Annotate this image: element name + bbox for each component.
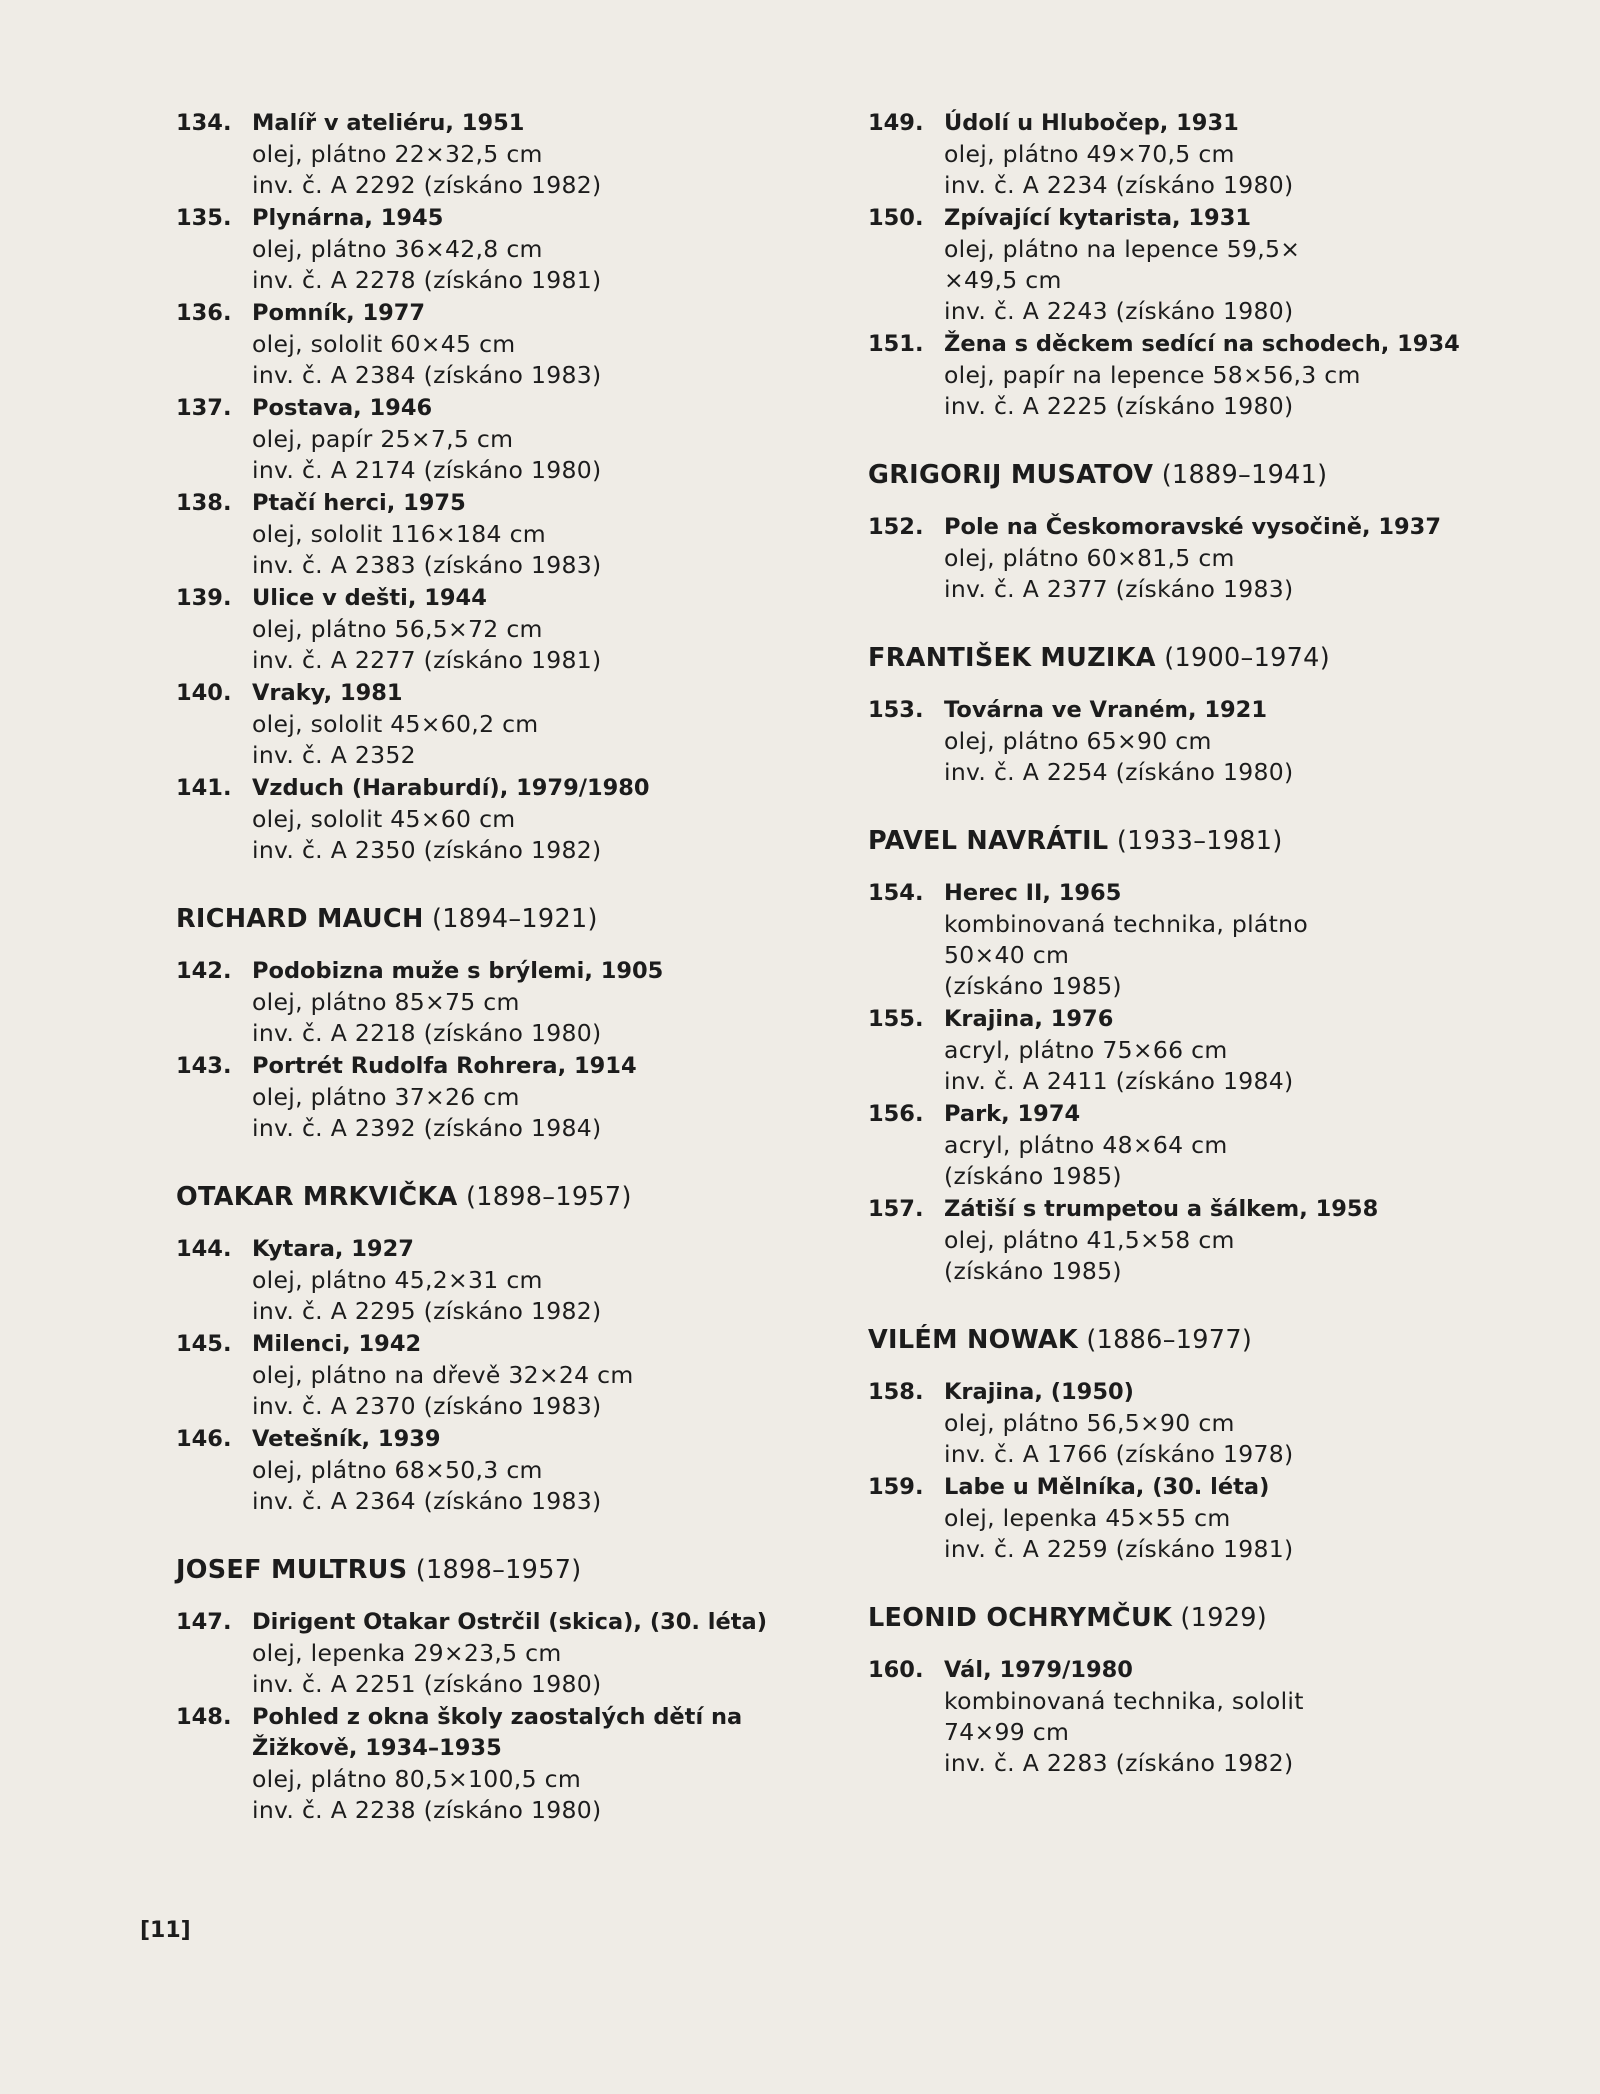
entry-detail-line: inv. č. A 2218 (získáno 1980)	[252, 1019, 602, 1047]
catalog-entry	[176, 1424, 816, 1517]
artist-years: (1929)	[1180, 1603, 1268, 1633]
entry-title: Zpívající kytarista, 1931	[944, 205, 1252, 231]
catalog-entry	[868, 203, 1478, 327]
entry-detail-line: inv. č. A 2238 (získáno 1980)	[252, 1796, 602, 1824]
catalog-entry	[176, 393, 816, 486]
entry-detail-line: olej, plátno 41,5×58 cm	[944, 1226, 1235, 1254]
catalog-entry	[868, 695, 1478, 788]
entry-title: Ulice v dešti, 1944	[252, 585, 487, 611]
entry-detail-line: kombinovaná technika, plátno	[944, 910, 1309, 938]
artist-name: OTAKAR MRKVIČKA	[176, 1182, 458, 1212]
entry-detail-line: 50×40 cm	[944, 941, 1070, 969]
entry-detail-line: olej, plátno na dřevě 32×24 cm	[252, 1361, 634, 1389]
entry-body	[944, 203, 1478, 327]
entry-detail-line: olej, plátno 68×50,3 cm	[252, 1456, 543, 1484]
entry-title: Plynárna, 1945	[252, 205, 444, 231]
entry-title: Ptačí herci, 1975	[252, 490, 466, 516]
catalog-entry	[176, 298, 816, 391]
catalog-entry	[868, 1004, 1478, 1097]
artist-name: GRIGORIJ MUSATOV	[868, 460, 1154, 490]
entry-title: Krajina, (1950)	[944, 1379, 1134, 1405]
entry-body	[944, 512, 1478, 605]
artist-name: PAVEL NAVRÁTIL	[868, 826, 1109, 856]
entry-body	[252, 1051, 816, 1144]
entry-detail-line: olej, plátno 22×32,5 cm	[252, 140, 543, 168]
entry-title: Labe u Mělníka, (30. léta)	[944, 1474, 1270, 1500]
entry-body	[944, 695, 1478, 788]
entry-detail-line: inv. č. A 2411 (získáno 1984)	[944, 1067, 1294, 1095]
entry-detail-line: olej, plátno na lepence 59,5×	[944, 235, 1301, 263]
entry-number: 147.	[176, 1609, 232, 1635]
entry-body	[252, 1702, 816, 1826]
catalog-entry	[868, 878, 1478, 1002]
entry-detail-line: olej, sololit 45×60,2 cm	[252, 710, 539, 738]
right-column	[868, 108, 1478, 1781]
entry-detail-line: inv. č. A 2174 (získáno 1980)	[252, 456, 602, 484]
entry-detail-line: inv. č. A 2277 (získáno 1981)	[252, 646, 602, 674]
entry-detail-line: ×49,5 cm	[944, 266, 1062, 294]
catalog-entry	[868, 1099, 1478, 1192]
entry-body	[944, 1655, 1478, 1779]
entry-body	[944, 1472, 1478, 1565]
entry-number: 151.	[868, 331, 924, 357]
entry-detail-line: olej, plátno 80,5×100,5 cm	[252, 1765, 582, 1793]
catalog-entry	[176, 1051, 816, 1144]
entry-detail-line: olej, sololit 116×184 cm	[252, 520, 546, 548]
entry-body	[944, 1377, 1478, 1470]
entry-number: 142.	[176, 958, 232, 984]
entry-number: 136.	[176, 300, 232, 326]
entry-body	[944, 329, 1478, 422]
entry-body	[252, 298, 816, 391]
entry-detail-line: inv. č. A 2383 (získáno 1983)	[252, 551, 602, 579]
entry-number: 156.	[868, 1101, 924, 1127]
entry-detail-line: inv. č. A 2384 (získáno 1983)	[252, 361, 602, 389]
catalog-entry	[868, 1655, 1478, 1779]
entry-title: Továrna ve Vraném, 1921	[944, 697, 1267, 723]
entry-detail-line: olej, plátno 60×81,5 cm	[944, 544, 1235, 572]
entry-title: Postava, 1946	[252, 395, 433, 421]
artist-name: JOSEF MULTRUS	[176, 1555, 408, 1585]
artist-name: VILÉM NOWAK	[868, 1325, 1078, 1355]
entry-detail-line: olej, plátno 49×70,5 cm	[944, 140, 1235, 168]
catalog-entry	[176, 1234, 816, 1327]
artist-years: (1886–1977)	[1086, 1325, 1253, 1355]
entry-detail-line: acryl, plátno 75×66 cm	[944, 1036, 1228, 1064]
entry-detail-line: inv. č. A 2377 (získáno 1983)	[944, 575, 1294, 603]
page-number: [11]	[140, 1918, 191, 1943]
catalog-entry	[868, 1472, 1478, 1565]
entry-number: 145.	[176, 1331, 232, 1357]
entry-body	[252, 773, 816, 866]
entry-number: 134.	[176, 110, 232, 136]
catalog-entry	[868, 1194, 1478, 1287]
catalog-entry	[868, 329, 1478, 422]
entry-detail-line: olej, papír na lepence 58×56,3 cm	[944, 361, 1361, 389]
entry-body	[252, 583, 816, 676]
entry-detail-line: olej, plátno 56,5×72 cm	[252, 615, 543, 643]
catalog-entry	[176, 1607, 816, 1700]
entry-number: 152.	[868, 514, 924, 540]
entry-detail-line: olej, lepenka 45×55 cm	[944, 1504, 1231, 1532]
entry-number: 155.	[868, 1006, 924, 1032]
entry-title: Podobizna muže s brýlemi, 1905	[252, 958, 664, 984]
entry-title: Pole na Českomoravské vysočině, 1937	[944, 514, 1441, 540]
entry-detail-line: olej, plátno 65×90 cm	[944, 727, 1212, 755]
entry-body	[252, 393, 816, 486]
entry-title: Vetešník, 1939	[252, 1426, 441, 1452]
entry-number: 141.	[176, 775, 232, 801]
entry-title: Krajina, 1976	[944, 1006, 1114, 1032]
artist-heading	[176, 902, 816, 936]
catalog-entry	[176, 1702, 816, 1826]
entry-title: Dirigent Otakar Ostrčil (skica), (30. léta)	[252, 1609, 767, 1635]
entry-number: 153.	[868, 697, 924, 723]
entry-detail-line: inv. č. A 2350 (získáno 1982)	[252, 836, 602, 864]
entry-number: 150.	[868, 205, 924, 231]
entry-number: 149.	[868, 110, 924, 136]
catalog-entry	[868, 512, 1478, 605]
entry-detail-line: inv. č. A 2295 (získáno 1982)	[252, 1297, 602, 1325]
entry-detail-line: (získáno 1985)	[944, 972, 1122, 1000]
artist-years: (1933–1981)	[1116, 826, 1283, 856]
entry-body	[944, 1194, 1478, 1287]
artist-years: (1900–1974)	[1164, 643, 1330, 673]
artist-heading	[176, 1180, 816, 1214]
entry-number: 154.	[868, 880, 924, 906]
catalog-entry	[176, 108, 816, 201]
entry-detail-line: inv. č. A 2254 (získáno 1980)	[944, 758, 1294, 786]
entry-title: Milenci, 1942	[252, 1331, 422, 1357]
entry-detail-line: olej, plátno 56,5×90 cm	[944, 1409, 1235, 1437]
entry-detail-line: inv. č. A 2243 (získáno 1980)	[944, 297, 1294, 325]
entry-title: Pomník, 1977	[252, 300, 426, 326]
artist-years: (1889–1941)	[1161, 460, 1328, 490]
entry-detail-line: inv. č. A 2392 (získáno 1984)	[252, 1114, 602, 1142]
entry-title: Pohled z okna školy zaostalých dětí na Žižkově, 1934–1935	[252, 1704, 743, 1761]
artist-heading	[868, 641, 1478, 675]
catalog-entry	[868, 108, 1478, 201]
entry-detail-line: inv. č. A 2234 (získáno 1980)	[944, 171, 1294, 199]
entry-detail-line: inv. č. A 1766 (získáno 1978)	[944, 1440, 1294, 1468]
entry-number: 158.	[868, 1379, 924, 1405]
entry-body	[252, 1424, 816, 1517]
catalog-entry	[176, 488, 816, 581]
entry-body	[944, 878, 1478, 1002]
catalog-entry	[868, 1377, 1478, 1470]
entry-title: Žena s děckem sedící na schodech, 1934	[944, 331, 1460, 357]
artist-heading	[176, 1553, 816, 1587]
entry-detail-line: olej, lepenka 29×23,5 cm	[252, 1639, 562, 1667]
catalog-entry	[176, 583, 816, 676]
entry-detail-line: inv. č. A 2225 (získáno 1980)	[944, 392, 1294, 420]
entry-number: 139.	[176, 585, 232, 611]
entry-number: 137.	[176, 395, 232, 421]
entry-detail-line: inv. č. A 2370 (získáno 1983)	[252, 1392, 602, 1420]
artist-heading	[868, 458, 1478, 492]
entry-title: Zátiší s trumpetou a šálkem, 1958	[944, 1196, 1379, 1222]
entry-detail-line: (získáno 1985)	[944, 1162, 1122, 1190]
entry-body	[252, 1234, 816, 1327]
entry-body	[252, 203, 816, 296]
catalog-entry	[176, 678, 816, 771]
catalog-entry	[176, 773, 816, 866]
entry-number: 146.	[176, 1426, 232, 1452]
catalog-entry	[176, 1329, 816, 1422]
entry-title: Herec II, 1965	[944, 880, 1122, 906]
entry-body	[252, 108, 816, 201]
entry-detail-line: inv. č. A 2251 (získáno 1980)	[252, 1670, 602, 1698]
entry-detail-line: olej, plátno 36×42,8 cm	[252, 235, 543, 263]
entry-detail-line: olej, plátno 37×26 cm	[252, 1083, 520, 1111]
entry-body	[252, 1607, 816, 1700]
entry-detail-line: inv. č. A 2278 (získáno 1981)	[252, 266, 602, 294]
entry-number: 144.	[176, 1236, 232, 1262]
artist-name: FRANTIŠEK MUZIKA	[868, 643, 1156, 673]
entry-detail-line: acryl, plátno 48×64 cm	[944, 1131, 1228, 1159]
entry-number: 148.	[176, 1704, 232, 1730]
entry-detail-line: inv. č. A 2283 (získáno 1982)	[944, 1749, 1294, 1777]
entry-title: Vraky, 1981	[252, 680, 403, 706]
entry-detail-line: olej, sololit 45×60 cm	[252, 805, 516, 833]
entry-number: 140.	[176, 680, 232, 706]
artist-heading	[868, 824, 1478, 858]
entry-body	[944, 1004, 1478, 1097]
entry-title: Vzduch (Haraburdí), 1979/1980	[252, 775, 650, 801]
entry-detail-line: olej, plátno 85×75 cm	[252, 988, 520, 1016]
artist-years: (1898–1957)	[415, 1555, 582, 1585]
artist-name: LEONID OCHRYMČUK	[868, 1603, 1173, 1633]
entry-title: Údolí u Hlubočep, 1931	[944, 110, 1239, 136]
entry-title: Kytara, 1927	[252, 1236, 414, 1262]
entry-body	[944, 1099, 1478, 1192]
entry-body	[252, 678, 816, 771]
left-column	[176, 108, 816, 1828]
entry-title: Malíř v ateliéru, 1951	[252, 110, 525, 136]
artist-heading	[868, 1601, 1478, 1635]
entry-detail-line: inv. č. A 2259 (získáno 1981)	[944, 1535, 1294, 1563]
catalog-entry	[176, 956, 816, 1049]
entry-detail-line: olej, sololit 60×45 cm	[252, 330, 516, 358]
entry-number: 143.	[176, 1053, 232, 1079]
artist-years: (1894–1921)	[432, 904, 598, 934]
entry-detail-line: kombinovaná technika, sololit	[944, 1687, 1304, 1715]
entry-detail-line: olej, papír 25×7,5 cm	[252, 425, 514, 453]
entry-detail-line: olej, plátno 45,2×31 cm	[252, 1266, 543, 1294]
artist-name: RICHARD MAUCH	[176, 904, 424, 934]
entry-detail-line: inv. č. A 2292 (získáno 1982)	[252, 171, 602, 199]
entry-title: Park, 1974	[944, 1101, 1081, 1127]
entry-body	[252, 956, 816, 1049]
entry-detail-line: inv. č. A 2364 (získáno 1983)	[252, 1487, 602, 1515]
entry-body	[252, 1329, 816, 1422]
entry-number: 160.	[868, 1657, 924, 1683]
entry-number: 159.	[868, 1474, 924, 1500]
artist-years: (1898–1957)	[465, 1182, 632, 1212]
entry-number: 157.	[868, 1196, 924, 1222]
entry-detail-line: (získáno 1985)	[944, 1257, 1122, 1285]
entry-detail-line: inv. č. A 2352	[252, 741, 416, 769]
catalog-entry	[176, 203, 816, 296]
entry-title: Vál, 1979/1980	[944, 1657, 1133, 1683]
entry-body	[944, 108, 1478, 201]
entry-title: Portrét Rudolfa Rohrera, 1914	[252, 1053, 637, 1079]
artist-heading	[868, 1323, 1478, 1357]
entry-detail-line: 74×99 cm	[944, 1718, 1070, 1746]
entry-number: 135.	[176, 205, 232, 231]
entry-body	[252, 488, 816, 581]
entry-number: 138.	[176, 490, 232, 516]
